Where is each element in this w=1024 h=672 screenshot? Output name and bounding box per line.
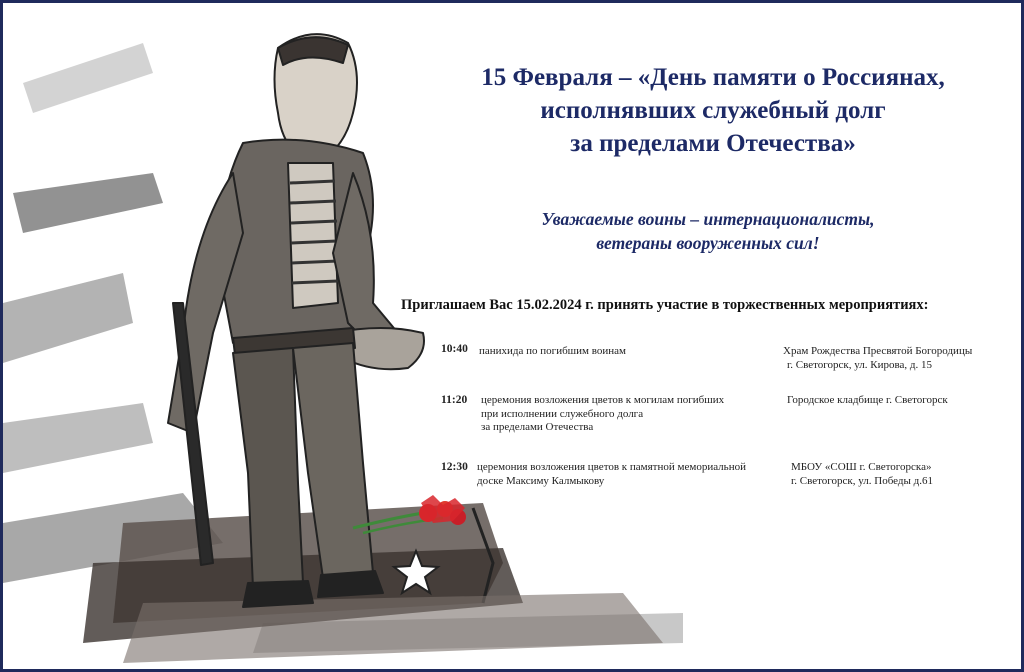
event-location-line: Городское кладбище г. Светогорск [787, 394, 948, 406]
event-location [783, 345, 1011, 372]
event-time: 11:20 [441, 394, 468, 406]
event-location [787, 394, 1015, 408]
event-location-line: Храм Рождества Пресвятой Богородицы [783, 345, 973, 357]
event-time: 10:40 [441, 343, 468, 355]
event-description [479, 345, 779, 359]
greeting-line-1: Уважаемые воины – интернационалисты, [541, 209, 875, 229]
page-title [443, 61, 983, 160]
event-description-line: доске Максиму Калмыкову [477, 474, 605, 487]
event-location-line: г. Светогорск, ул. Победы д.61 [791, 474, 933, 487]
event-description-line: панихида по погибшим воинам [479, 345, 626, 357]
title-line-3: за пределами Отечества» [570, 130, 856, 157]
title-line-1: 15 Февраля – «День памяти о Россиянах, [481, 64, 945, 91]
event-description-line: церемония возложения цветов к памятной мемориальной [477, 461, 746, 473]
event-description-line: церемония возложения цветов к могилам погибших [481, 394, 725, 406]
greeting-line-2: ветераны вооруженных сил! [596, 233, 820, 253]
event-location-line: МБОУ «СОШ г. Светогорска» [791, 461, 932, 473]
event-time: 12:30 [441, 461, 468, 473]
event-description [481, 394, 781, 435]
invitation-text: Приглашаем Вас 15.02.2024 г. принять участие в торжественных мероприятиях: [401, 297, 929, 313]
title-line-2: исполнявших служебный долг [540, 97, 886, 124]
event-location [791, 461, 1019, 488]
event-location-line: г. Светогорск, ул. Кирова, д. 15 [787, 358, 933, 371]
event-description-line: за пределами Отечества [481, 421, 594, 433]
greeting [473, 207, 943, 255]
event-description [477, 461, 777, 488]
event-description-line: при исполнении служебного долга [481, 407, 644, 420]
